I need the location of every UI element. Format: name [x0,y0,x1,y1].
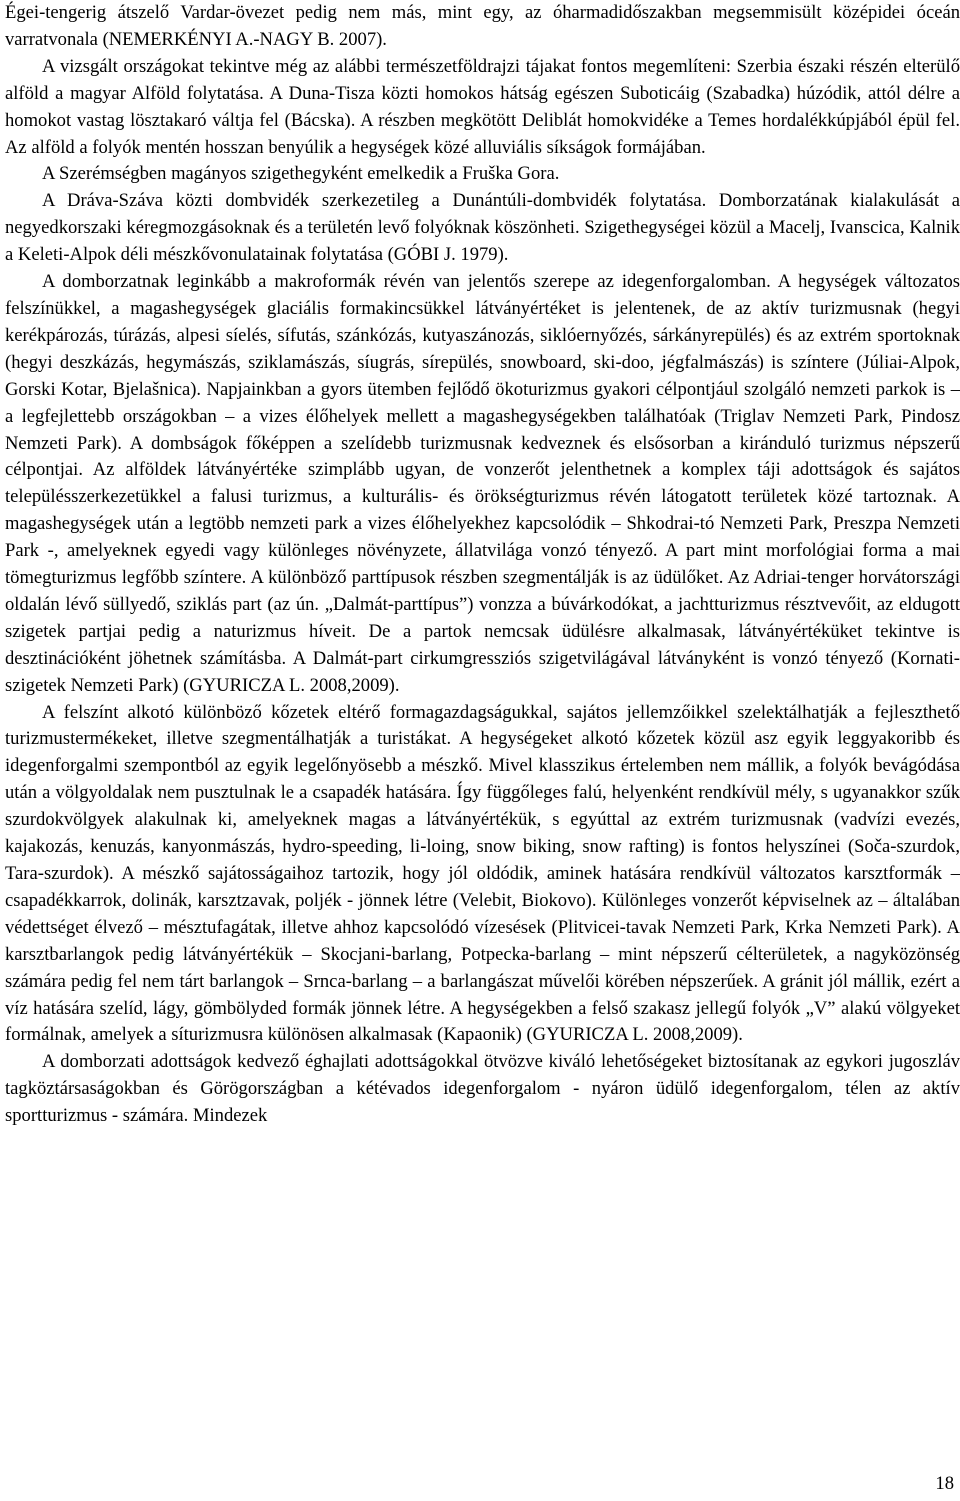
paragraph-landscapes: A vizsgált országokat tekintve még az alábbi természetföldrajzi tájakat fontos megemlíteni: Szerbia északi részén elterülő alföld a magyar Alföld folytatása. A Duna-Tisza közti homokos hátság egészen Suboticáig (Szabadka) húzódik, attól délre a homokot vastag lösztakaró váltja fel (Bácska). A részben megkötött Deliblát homokvidéke a Temes hordalékkúpjából épül fel. Az alföld a folyók mentén hosszan benyúlik a hegységek közé alluviális síkságok formájában. [5,55,960,158]
paragraph-tourism-relief: A domborzatnak leginkább a makroformák révén van jelentős szerepe az idegenforgalomban. A hegységek változatos felszínükkel, a magashegységek glaciális formakincsükkel látványértéket is jelentenek, de az aktív turizmusnak (hegyi kerékpározás, túrázás, alpesi síelés, sífutás, szánkózás, kutyaszánozás, siklóernyőzés, sárkányrepülés) és az extrém sportoknak (hegyi deszkázás, hegymászás, sziklamászás, síugrás, sírepülés, snowboard, ski-doo, jégfalmászás) is színtere (Júliai-Alpok, Gorski Kotar, Bjelašnica). Napjainkban a gyors ütemben fejlődő ökoturizmus gyakori célpontjául szolgáló nemzeti parkok is – a legfejlettebb országokban – a vizes élőhelyek mellett a magashegységekben találhatóak (Triglav Nemzeti Park, Pindosz Nemzeti Park). A dombságok főképpen a szelídebb turizmusnak kedveznek és elsősorban a kiránduló turizmus népszerű célpontjai. Az alföldek látványértéke szimplább ugyan, de vonzerőt jelenthetnek a komplex táji adottságok és sajátos településszerkezetükkel a falusi turizmus, a kulturális- és örökségturizmus révén látogatott területek közé tartoznak. A magashegységek után a legtöbb nemzeti park a vizes élőhelyekhez kapcsolódik – Shkodrai-tó Nemzeti Park, Preszpa Nemzeti Park -, amelyeknek egyedi vagy különleges növényzete, állatvilága vonzó tényező. A part mint morfológiai forma a mai tömegturizmus legfőbb színtere. A különböző parttípusok részben szegmentálják is az üdülőket. Az Adriai-tenger horvátországi oldalán lévő süllyedő, sziklás part (az ún. „Dalmát-parttípus”) vonzza a búvárkodókat, a jachtturizmus résztvevőit, az eldugott szigetek partjai pedig a naturizmus híveit. De a partok nemcsak üdülésre alkalmasak, látványértéküket tekintve is desztinációként jöhetnek számításba. A Dalmát-part cirkumgressziós szigetvilágával látványként is vonzó tényező (Kornati-szigetek Nemzeti Park) (GYURICZA L. 2008,2009). [5,271,960,696]
paragraph-drava-szava: A Dráva-Száva közti dombvidék szerkezetileg a Dunántúli-dombvidék folytatása. Domborzatának kialakulását a negyedkorszaki kéregmozgásoknak és a területén levő folyóknak köszönheti. Szigethegységei közül a Macelj, Ivanscica, Kalnik a Keleti-Alpok déli mészkővonulatainak folytatása (GÓBI J. 1979). [5,190,960,266]
document-page [5,0,960,1130]
paragraph-continuation: Égei-tengerig átszelő Vardar-övezet pedig nem más, mint egy, az óharmadidőszakban megsemmisült középidei óceán varratvonala (NEMERKÉNYI A.-NAGY B. 2007). [5,2,960,50]
paragraph-rocks: A felszínt alkotó különböző kőzetek eltérő formagazdagságukkal, sajátos jellemzőikkel szelektálhatják a fejleszthető turizmustermékeket, illetve szegmentálhatják a turistákat. A hegységeket alkotó kőzetek közül asz egyik leggyakoribb és idegenforgalmi szempontból az egyik legelőnyösebb a mészkő. Mivel klasszikus értelemben nem mállik, a folyók bevágódása után a völgyoldalak nem pusztulnak le a csapadék hatására. Így függőleges falú, helyenként rendkívül mély, s ugyanakkor szűk szurdokvölgyek alakulnak ki, amelyeknek magas a látványértékük, s egyúttal az extrém turizmusnak (vadvízi evezés, kajakozás, kenuzás, kanyonmászás, hydro-speeding, li-loing, snow biking, snow rafting) is fontos helyszínei (Soča-szurdok, Tara-szurdok). A mészkő sajátosságaihoz tartozik, hogy jól oldódik, aminek hatására rendkívül változatos karsztformák – csapadékkarrok, dolinák, karsztzavak, poljék - jönnek létre (Velebit, Biokovo). Különleges vonzerőt képviselnek az – általában védettséget élvező – mésztufagátak, illetve ahhoz kapcsolódó vízesések (Plitvicei-tavak Nemzeti Park, Krka Nemzeti Park). A karsztbarlangok pedig látványértékük – Skocjani-barlang, Potpecka-barlang – mint népszerű célterületek, a nagyközönség számára pedig fel nem tárt barlangok – Srnca-barlang – a barlangászat művelői körében népszerűek. A gránit jól mállik, ezért a víz hatására szelíd, lágy, gömbölyded formák jönnek létre. A hegységekben a felső szakasz jellegű folyók „V” alakú völgyeket formálnak, amelyek a síturizmusra különösen alkalmasak (Kapaonik) (GYURICZA L. 2008,2009). [5,701,960,1046]
page-number: 18 [935,1473,954,1494]
paragraph-fruska-gora: A Szerémségben magányos szigethegyként emelkedik a Fruška Gora. [42,163,560,185]
paragraph-climate: A domborzati adottságok kedvező éghajlati adottságokkal ötvözve kiváló lehetőségeket biztosítanak az egykori jugoszláv tagköztársaságokban és Görögországban a kétévados idegenforgalom - nyáron üdülő idegenforgalom, télen az aktív sportturizmus - számára. Mindezek [5,1051,960,1127]
